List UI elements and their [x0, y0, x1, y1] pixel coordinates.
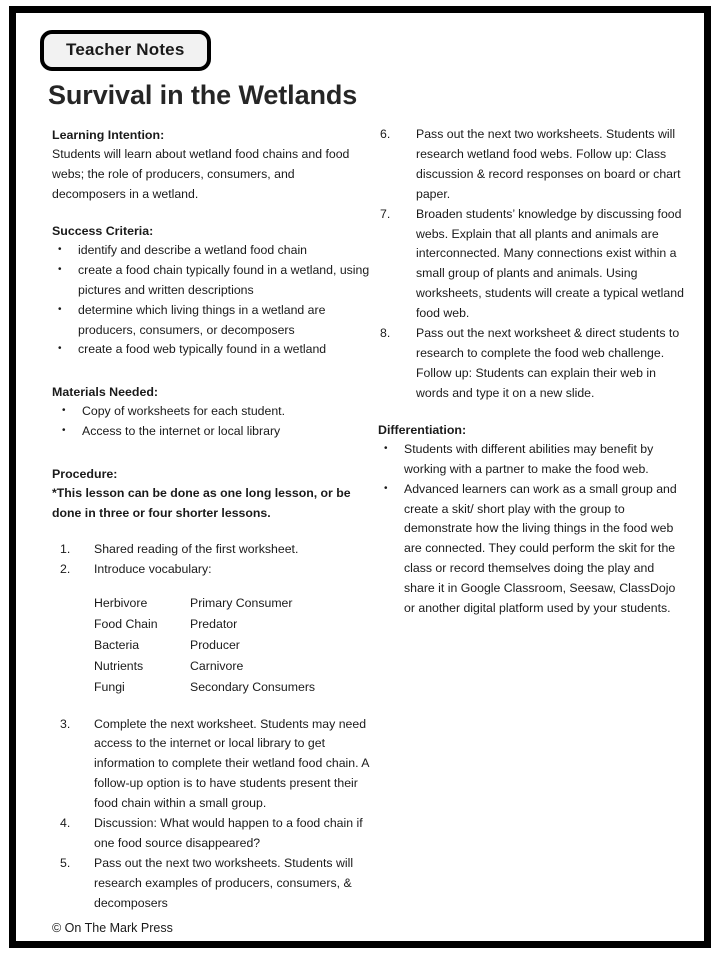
list-item: • Advanced learners can work as a small group and create a skit/ short play with the group to demonstrate how the living things in the food web are connected. They could perform the skit for the class or record themselves doing the play and share it in Google Classroom, Seesaw, ClassDojo or another digital platform used by your students. [378, 480, 688, 619]
procedure-steps-3-5 [52, 715, 370, 914]
step-text: Complete the next worksheet. Students may need access to the internet or local library to get information to complete their wetland food chain. A follow-up option is to have students present their food chain within a small group. [94, 716, 369, 811]
table-row [94, 678, 315, 699]
page-border-frame [9, 6, 711, 948]
left-column [52, 125, 370, 914]
table-row [94, 594, 315, 615]
list-item: • determine which living things in a wetland are producers, consumers, or decomposers [52, 301, 370, 341]
list-item [52, 854, 370, 914]
list-item: • Students with different abilities may benefit by working with a partner to make the food web. [378, 440, 688, 480]
procedure-heading: Procedure: [52, 467, 118, 482]
vocab-term: Nutrients [94, 658, 144, 673]
vocab-term: Predator [190, 616, 238, 631]
procedure-steps-1-2 [52, 540, 370, 580]
list-item [378, 205, 688, 324]
right-column [378, 125, 688, 619]
list-item [378, 125, 688, 205]
step-text: Pass out the next two worksheets. Students will research examples of producers, consumers, & decomposers [94, 855, 354, 910]
spacer [52, 442, 370, 464]
learning-intention-body: Students will learn about wetland food chains and food webs; the role of producers, consumers, and decomposers in a wetland. [52, 147, 350, 201]
step-number: 4. [60, 816, 71, 831]
materials-list [52, 402, 370, 442]
step-number: 5. [60, 855, 71, 870]
learning-intention-heading: Learning Intention: [52, 128, 165, 142]
list-item: • create a food web typically found in a wetland [52, 340, 370, 360]
vocab-term: Producer [190, 637, 240, 652]
step-text: Discussion: What would happen to a food chain if one food source disappeared? [94, 816, 363, 850]
vocabulary-table [94, 594, 315, 699]
differentiation-list [378, 440, 688, 619]
success-criteria-list [52, 241, 370, 360]
step-number: 1. [60, 542, 71, 557]
vocab-term: Secondary Consumers [190, 679, 316, 694]
table-row [94, 615, 315, 636]
step-text: Pass out the next worksheet & direct students to research to complete the food web challenge. Follow up: Students can explain their web in words and type it on a new slide. [416, 326, 680, 400]
list-item: • Copy of worksheets for each student. [52, 402, 370, 422]
vocab-term: Food Chain [94, 616, 158, 631]
table-row [94, 636, 315, 657]
page-content [16, 13, 704, 941]
vocab-term: Herbivore [94, 595, 148, 610]
differentiation-heading: Differentiation: [378, 422, 467, 437]
step-number: 7. [380, 206, 391, 221]
step-text: Shared reading of the first worksheet. [94, 542, 299, 557]
spacer [378, 404, 688, 420]
step-text: Introduce vocabulary: [94, 562, 212, 577]
list-item [52, 540, 370, 560]
procedure-note: *This lesson can be done as one long lesson, or be done in three or four shorter lessons. [52, 486, 351, 521]
step-number: 2. [60, 562, 71, 577]
list-item [378, 324, 688, 404]
list-item: • create a food chain typically found in a wetland, using pictures and written descriptions [52, 261, 370, 301]
step-number: 8. [380, 326, 391, 341]
vocab-term: Bacteria [94, 637, 140, 652]
page-title: Survival in the Wetlands [48, 80, 358, 110]
procedure-steps-6-8 [378, 125, 688, 404]
copyright-footer: © On The Mark Press [52, 921, 173, 935]
success-criteria-heading: Success Criteria: [52, 223, 154, 238]
teacher-notes-badge [40, 30, 211, 71]
step-text: Broaden students’ knowledge by discussing food webs. Explain that all plants and animals are interconnected. Many connections exist within a small group of plants and animals. Using worksheets, students will create a typical wetland food web. [416, 206, 684, 321]
step-text: Pass out the next two worksheets. Students will research wetland food webs. Follow up: Class discussion & record responses on board or chart paper. [416, 127, 681, 201]
list-item [52, 814, 370, 854]
vocab-term: Carnivore [190, 658, 244, 673]
vocab-term: Primary Consumer [190, 595, 293, 610]
list-item: • Access to the internet or local library [52, 422, 370, 442]
step-number: 6. [380, 127, 391, 141]
step-number: 3. [60, 716, 71, 731]
spacer [52, 360, 370, 382]
list-item [52, 715, 370, 815]
teacher-notes-badge-label: Teacher Notes [40, 30, 211, 71]
materials-heading: Materials Needed: [52, 385, 159, 400]
list-item: • identify and describe a wetland food chain [52, 241, 370, 261]
spacer [52, 205, 370, 221]
spacer [52, 524, 370, 540]
list-item [52, 560, 370, 580]
vocab-term: Fungi [94, 679, 125, 694]
table-row [94, 657, 315, 678]
